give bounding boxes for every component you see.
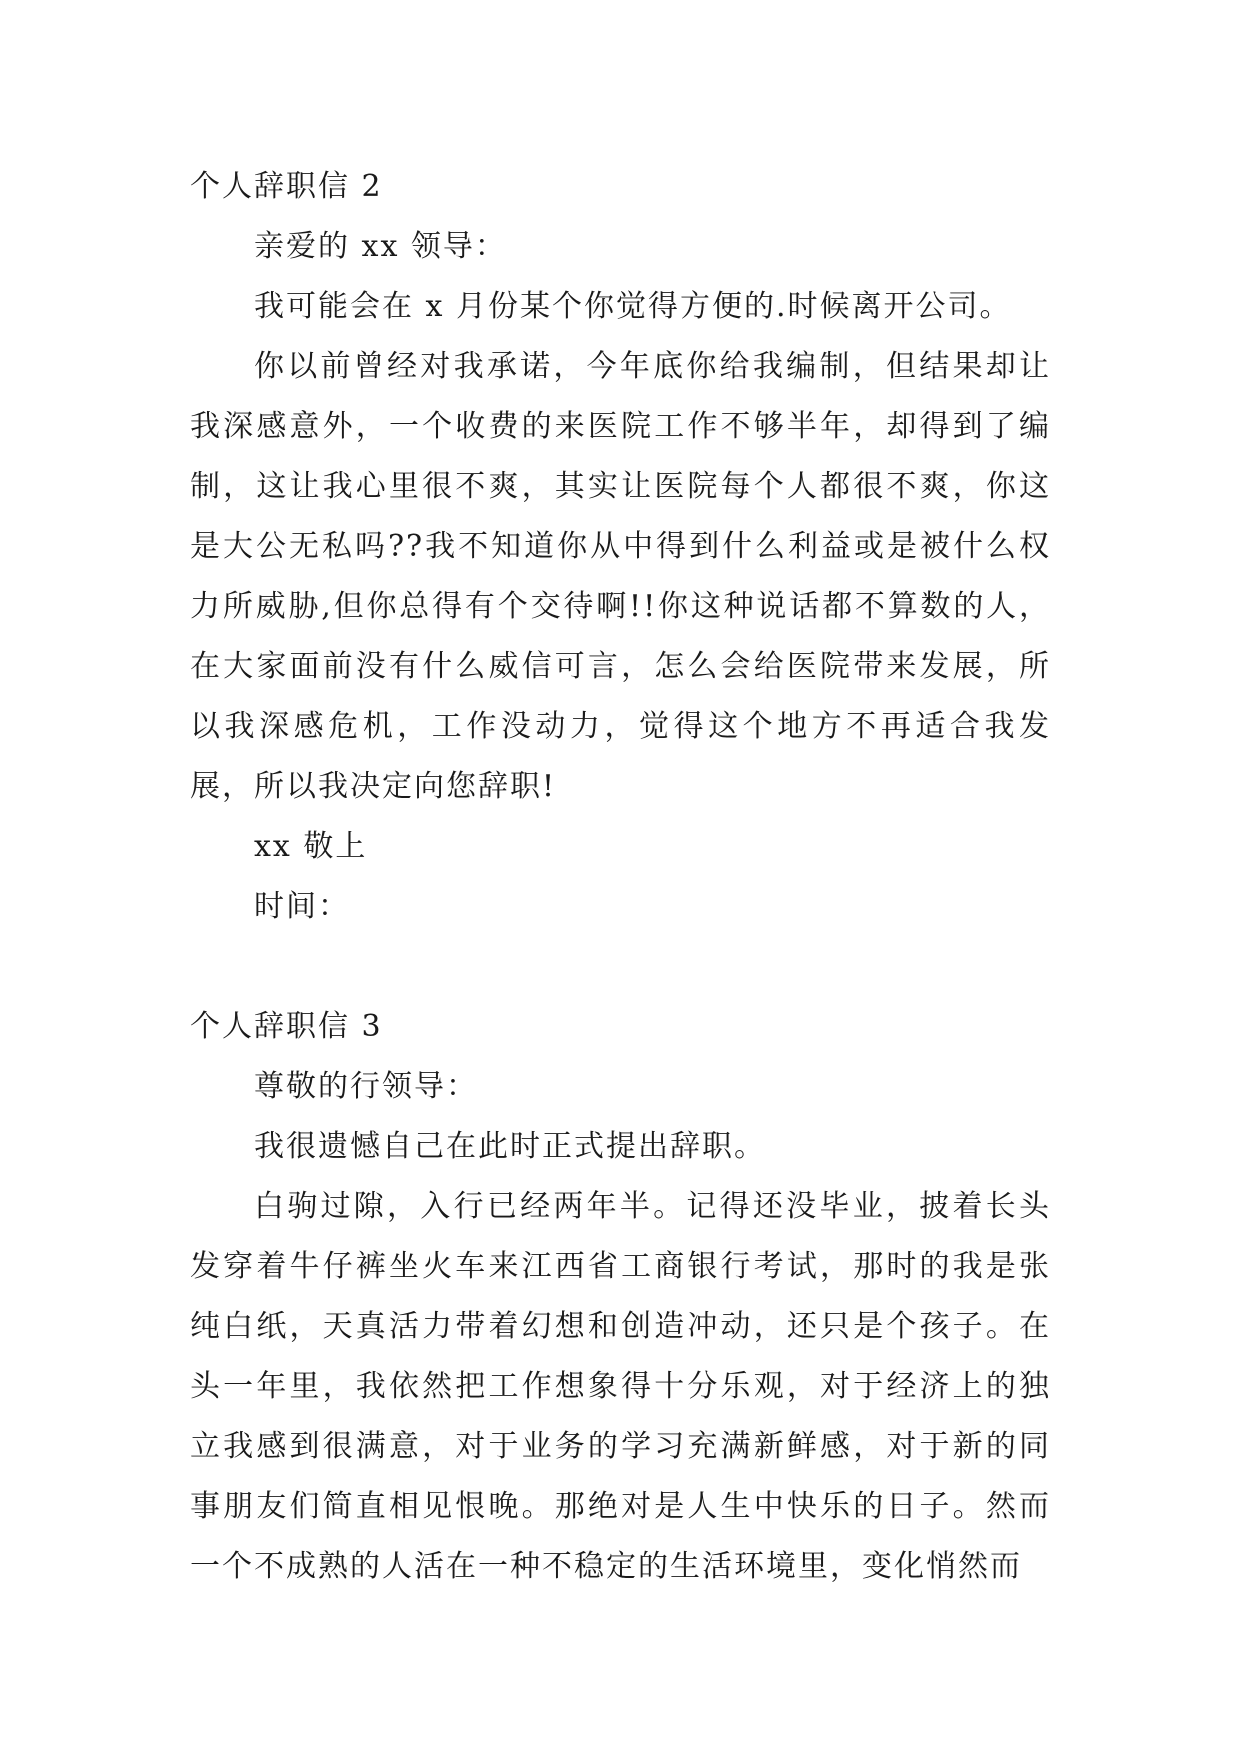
letter-paragraph: 白驹过隙，入行已经两年半。记得还没毕业，披着长头发穿着牛仔裤坐火车来江西省工商银行考试，那时的我是张纯白纸，天真活力带着幻想和创造冲动，还只是个孩子。在头一年里，我依然把工作想象得十分乐观，对于经济上的独立我感到很满意，对于业务的学习充满新鲜感，对于新的同事朋友们简直相见恨晚。那绝对是人生中快乐的日子。然而一个不成熟的人活在一种不稳定的生活环境里，变化悄然而	[190, 1189, 1051, 1584]
letter-salutation: 尊敬的行领导：	[254, 1069, 478, 1104]
letter-date-label: 时间：	[254, 889, 350, 924]
letter-paragraph: 我很遗憾自己在此时正式提出辞职。	[254, 1129, 766, 1164]
letter-2	[190, 157, 1051, 937]
document-body	[190, 157, 1051, 1597]
letter-heading: 个人辞职信 2	[190, 169, 383, 204]
letter-paragraph: 我可能会在 x 月份某个你觉得方便的.时候离开公司。	[254, 289, 1012, 324]
section-spacer	[190, 937, 1051, 997]
letter-salutation: 亲爱的 xx 领导：	[254, 229, 507, 264]
letter-paragraph: 你以前曾经对我承诺，今年底你给我编制，但结果却让我深感意外，一个收费的来医院工作不够半年，却得到了编制，这让我心里很不爽，其实让医院每个人都很不爽，你这是大公无私吗??我不知道你从中得到什么利益或是被什么权力所威胁,但你总得有个交待啊!!你这种说话都不算数的人，在大家面前没有什么威信可言，怎么会给医院带来发展，所以我深感危机，工作没动力，觉得这个地方不再适合我发展，所以我决定向您辞职!	[190, 349, 1051, 804]
letter-heading: 个人辞职信 3	[190, 1009, 383, 1044]
letter-closing: xx 敬上	[254, 829, 368, 864]
letter-3	[190, 997, 1051, 1597]
